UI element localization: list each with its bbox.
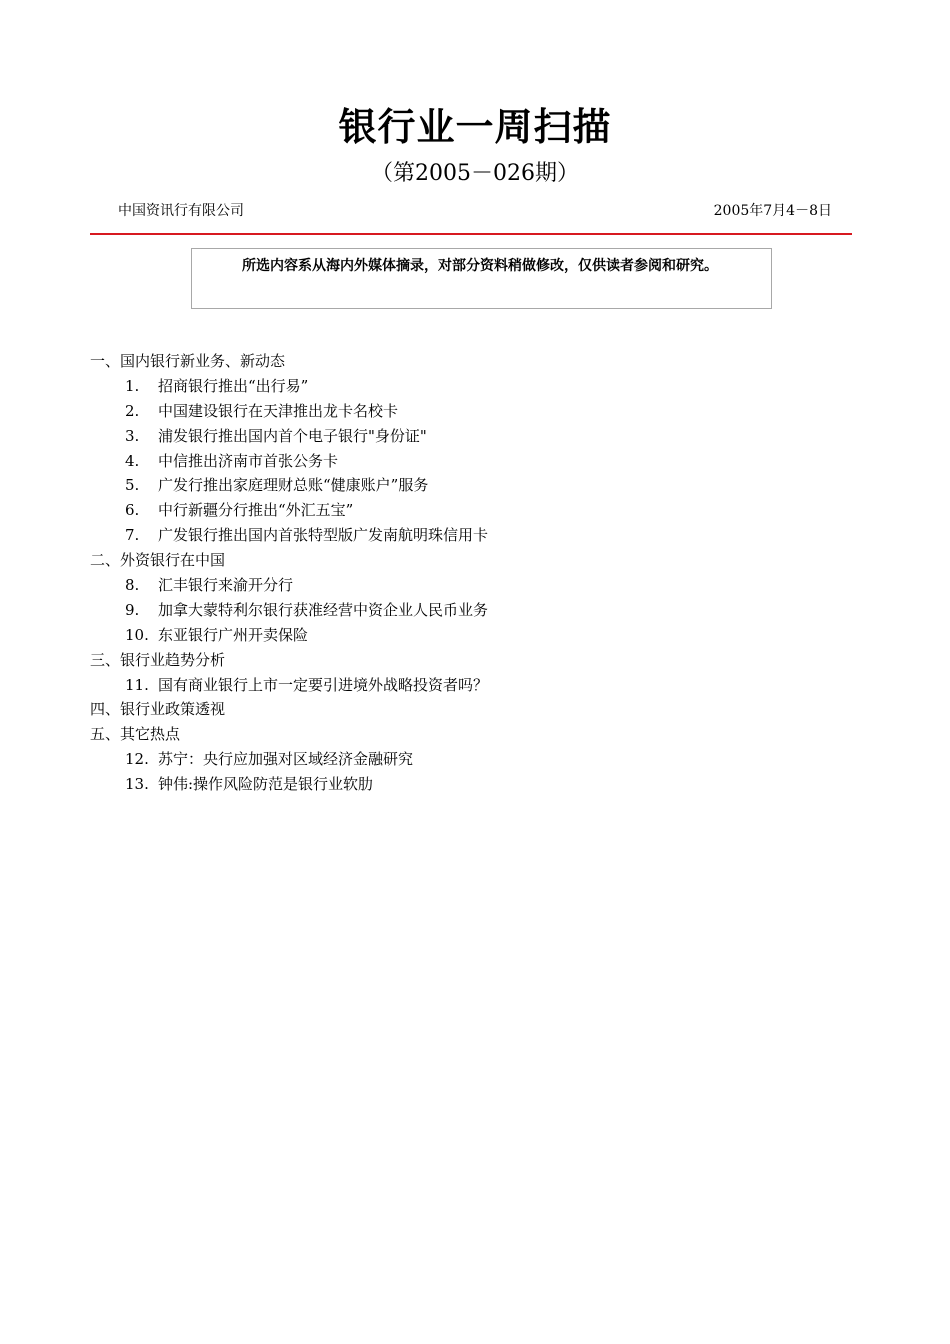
toc-item-number: 2. [125,401,140,420]
toc-section-heading: 五、其它热点 [90,725,181,744]
toc-item-title: 中国建设银行在天津推出龙卡名校卡 [158,401,399,420]
toc-section-heading: 四、银行业政策透视 [90,700,226,719]
toc-item-number: 5. [125,476,140,495]
issue-date: 2005年7月4－8日 [713,203,832,219]
toc-item-title: 国有商业银行上市一定要引进境外战略投资者吗？ [158,675,489,694]
toc-item [90,424,850,449]
table-of-contents [90,349,850,797]
toc-item-number: 4. [125,451,140,470]
toc-item [90,573,850,598]
toc-section-heading: 二、外资银行在中国 [90,551,226,570]
toc-item [90,399,850,424]
toc-item-number: 11. [125,675,149,694]
publisher-name: 中国资讯行有限公司 [118,203,244,219]
toc-item-title: 招商银行推出“出行易” [158,376,309,395]
toc-item [90,498,850,523]
disclaimer-box [191,248,772,309]
issue-number: （第2005－026期） [371,161,579,186]
toc-item [90,374,850,399]
toc-item-title: 汇丰银行来渝开分行 [158,576,294,595]
toc-item [90,473,850,498]
toc-item-title: 浦发银行推出国内首个电子银行"身份证" [158,426,427,445]
toc-item-number: 6. [125,501,140,520]
toc-item-number: 3. [125,426,140,445]
toc-item-number: 10. [125,625,149,644]
toc-item-title: 东亚银行广州开卖保险 [158,625,309,644]
toc-item-number: 1. [125,376,140,395]
toc-section-heading: 三、银行业趋势分析 [90,650,226,669]
toc-item [90,598,850,623]
toc-item-title: 钟伟:操作风险防范是银行业软肋 [158,775,374,794]
toc-item [90,772,850,797]
toc-item [90,523,850,548]
toc-item [90,673,850,698]
toc-item-number: 13. [125,775,149,794]
toc-item [90,747,850,772]
toc-item-number: 12. [125,750,149,769]
toc-section-heading: 一、国内银行新业务、新动态 [90,352,286,370]
toc-item-number: 9. [125,600,140,619]
page-title: 银行业一周扫描 [338,105,612,149]
toc-item-title: 加拿大蒙特利尔银行获准经营中资企业人民币业务 [158,600,489,619]
header-divider [90,233,852,235]
toc-item-title: 广发行推出家庭理财总账“健康账户”服务 [158,476,429,495]
toc-item-number: 7. [125,526,140,545]
disclaimer-text: 所选内容系从海内外媒体摘录，对部分资料稍做修改，仅供读者参阅和研究。 [242,258,718,274]
toc-item [90,623,850,648]
toc-item-number: 8. [125,576,140,595]
toc-item-title: 广发银行推出国内首张特型版广发南航明珠信用卡 [158,526,489,545]
toc-item-title: 苏宁：央行应加强对区域经济金融研究 [158,750,414,769]
toc-item [90,449,850,474]
toc-item-title: 中信推出济南市首张公务卡 [158,451,339,470]
toc-item-title: 中行新疆分行推出“外汇五宝” [158,501,354,520]
